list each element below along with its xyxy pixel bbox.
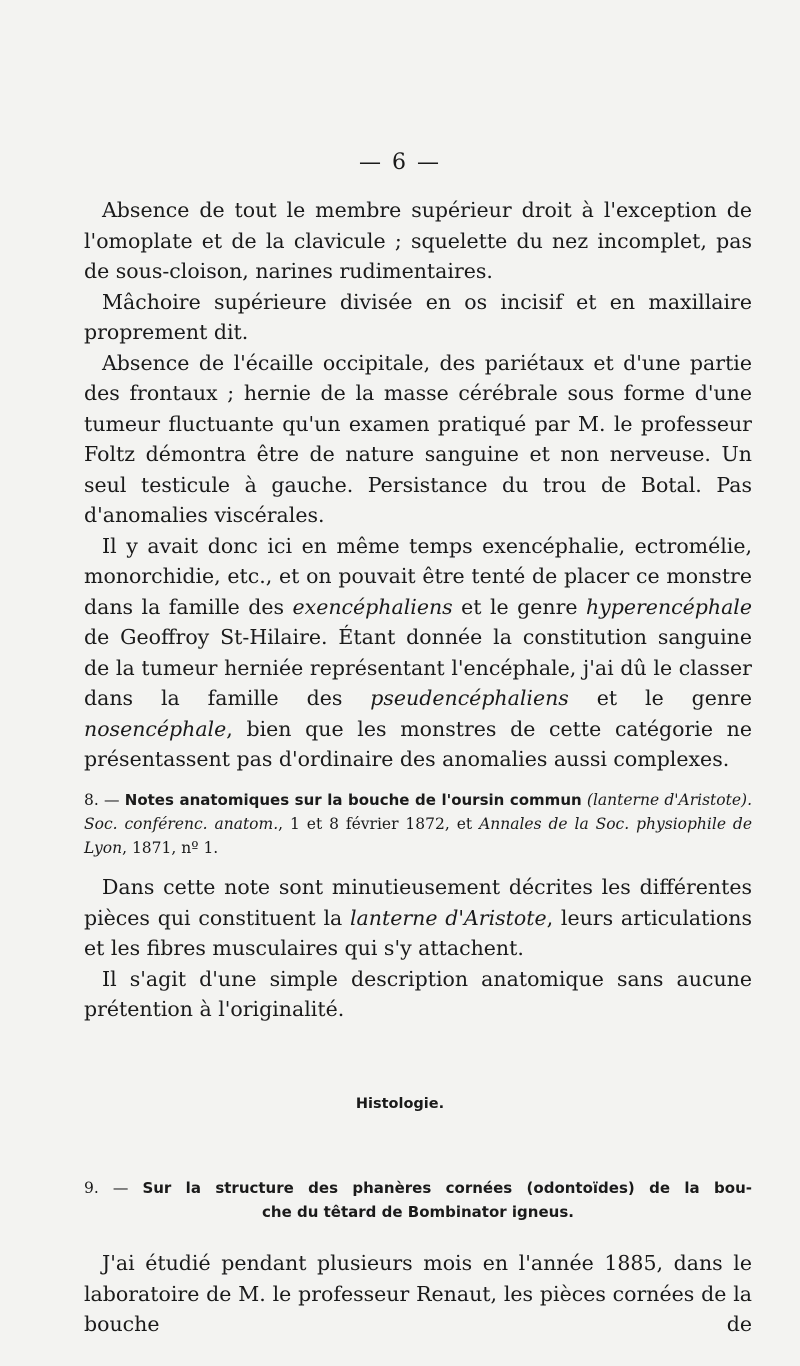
entry-title: Notes anatomiques sur la bouche de l'oursin commun: [124, 791, 582, 809]
italic-term: pseudencéphaliens: [370, 686, 569, 710]
section-heading: Histologie.: [355, 1096, 445, 1112]
paragraph: Absence de tout le membre supérieur droit à l'exception de l'omoplate et de la clavicule ; squelette du nez incomplet, pas de sous-cloison, narines rudimentaires.: [84, 198, 752, 283]
paragraph: Absence de l'écaille occipitale, des pariétaux et d'une partie des frontaux ; hernie de la masse cérébrale sous forme d'une tumeur fluctuante qu'un examen pratiqué par M. le professeur Foltz démontra être de nature sanguine et non nerveuse. Un seul testicule à gauche. Persistance du trou de Botal. Pas d'anomalies viscérales.: [84, 350, 752, 527]
body-block-3: [84, 1248, 752, 1340]
entry-reference: Annales de la Soc. physiophile de Lyon: [84, 815, 753, 857]
paragraph: Il s'agit d'une simple description anatomique sans aucune prétention à l'originalité.: [84, 966, 752, 1021]
entry-title-line: che du têtard de Bombinator igneus.: [262, 1203, 574, 1221]
bibliography-entry-8: [84, 788, 752, 860]
entry-reference: , 1 et 8 février 1872, et: [278, 815, 480, 833]
entry-reference: , 1871, nº 1.: [122, 839, 219, 857]
page-number: — 6 —: [359, 150, 441, 175]
paragraph-classification: [84, 531, 752, 775]
italic-term: hyperencéphale: [585, 594, 752, 619]
text-run: Dans cette note sont minutieusement décrites les différentes pièces qui constituent la: [84, 875, 752, 930]
text-run: et le genre: [452, 594, 586, 619]
text-run: et le genre: [568, 686, 752, 710]
body-block-2: [84, 872, 752, 1025]
entry-number: 9. —: [84, 1179, 143, 1197]
italic-term: nosencéphale: [84, 716, 227, 741]
text-run: Il y avait donc ici en même temps exencéphalie, ectromélie, monorchidie, etc., et on pouvait être tenté de placer ce monstre dans la famille des: [84, 533, 752, 619]
entry-reference: (lanterne d'Aristote). Soc. conférenc. anatom.: [84, 791, 752, 833]
italic-term: lanterne d'Aristote: [349, 905, 547, 930]
paragraph: Mâchoire supérieure divisée en os incisif et en maxillaire proprement dit.: [84, 289, 752, 344]
italic-term: exencéphaliens: [292, 594, 453, 619]
entry-title-line: [84, 1176, 752, 1200]
body-block-1: [84, 195, 752, 775]
bibliography-entry-9: [84, 1176, 752, 1224]
entry-number: 8. —: [84, 791, 125, 809]
paragraph: J'ai étudié pendant plusieurs mois en l'année 1885, dans le laboratoire de M. le professeur Renaut, les pièces cornées de la bouche de: [84, 1251, 752, 1336]
text-run: , leurs articulations et les fibres musculaires qui s'y attachent.: [84, 905, 753, 960]
entry-title: Sur la structure des phanères cornées (odontoïdes) de la bou-: [142, 1179, 752, 1197]
paragraph: [84, 872, 752, 964]
text-run: , bien que les monstres de cette catégorie ne présentassent pas d'ordinaire des anomalies aussi complexes.: [84, 716, 752, 771]
text-run: de Geoffroy St-Hilaire. Étant donnée la constitution sanguine de la tumeur herniée représentant l'encéphale, j'ai dû le classer dans la famille des: [84, 625, 752, 710]
